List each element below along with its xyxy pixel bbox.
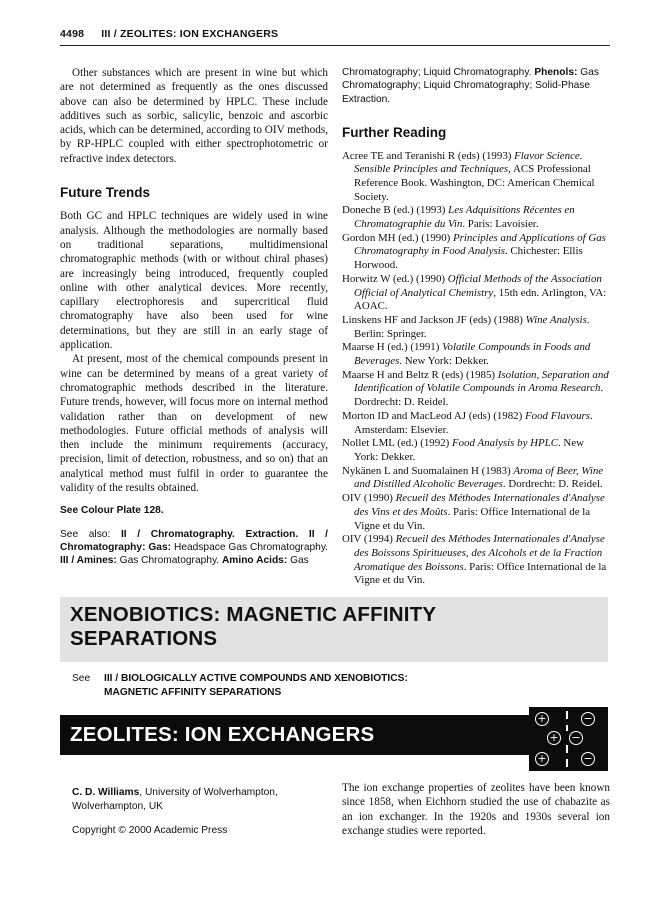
further-reading-heading: Further Reading	[342, 125, 447, 141]
reference-item: Morton ID and MacLeod AJ (eds) (1982) Food Flavours. Amsterdam: Elsevier.	[342, 409, 593, 436]
see-also-text: Gas Chromatography.	[119, 555, 220, 567]
reference-item: Maarse H (ed.) (1991) Volatile Compounds in Foods and Beverages. New York: Dekker.	[342, 341, 591, 368]
minus-ion-icon: −	[569, 731, 583, 745]
reference-item: OIV (1990) Recueil des Méthodes Internationales d'Analyse des Vins et des Moûts. Paris: Office International de la Vigne et du Vin.	[342, 492, 605, 532]
left-column	[60, 66, 328, 568]
reference-item: Nollet LML (ed.) (1992) Food Analysis by HPLC. New York: Dekker.	[342, 437, 584, 463]
see-also-link[interactable]: Extraction.	[245, 528, 299, 540]
see-also-label: See also:	[60, 528, 111, 540]
author-affiliation: , University of Wolverhampton, Wolverhampton, UK	[72, 787, 278, 812]
intro-paragraph: Other substances which are present in wine but which are not determined as frequently as the ones discussed above can also be determined by HPLC. These include additives such as sorbic, salicylic, benzoic and ascorbic acids, which can be determined, according to OIV methods, by RP-HPLC coupled with either spectrophotometric or refractive index detectors.	[60, 67, 328, 165]
reference-item: Horwitz W (ed.) (1990) Official Methods of the Association Official of Analytical Chemistry, 15th edn. Arlington, VA: AOAC.	[342, 272, 607, 313]
page-number: 4498	[60, 28, 85, 40]
reference-item: OIV (1994) Recueil des Méthodes Internationales d'Analyse des Boissons Spiritueuses, des Alcohols et de la Fraction Aromatique des Boissons. Paris: Office International de la Vigne et du Vin.	[342, 533, 607, 587]
see-also-link[interactable]: II / Chromatography: Gas:	[60, 528, 328, 554]
running-header	[60, 28, 278, 40]
see-also-text: Gas Chromatography; Liquid Chromatography; Solid-Phase Extraction.	[342, 67, 599, 105]
header-rule	[60, 45, 610, 46]
reference-item: Nykänen L and Suomalainen H (1983) Aroma of Beer, Wine and Distilled Alcoholic Beverages. Dordrecht: D. Reidel.	[342, 464, 604, 491]
see-label: See	[72, 673, 91, 684]
see-also-link[interactable]: Amino Acids:	[221, 555, 288, 567]
reference-list	[342, 150, 610, 589]
reference-item: Linskens HF and Jackson JF (eds) (1988) Wine Analysis. Berlin: Springer.	[342, 313, 590, 340]
zeolites-intro-paragraph: The ion exchange properties of zeolites have been known since 1858, when Eichhorn studied the use of chabazite as an ion exchanger. In the 1920s and 1930s several ion exchange studies were reported.	[342, 782, 610, 837]
xenobiotics-title: XENOBIOTICS: MAGNETIC AFFINITY SEPARATIONS	[70, 603, 437, 650]
plus-ion-icon: +	[547, 731, 561, 745]
future-trends-paragraph-1: Both GC and HPLC techniques are widely used in wine analysis. Although the methodologies are normally based on traditional separations, multidimensional chromatographic methods (with or without chiral phases) are increasingly being introduced, frequently coupled online with other analytical devices. More recently, capillary electrophoresis and supercritical fluid chromatography have also been used for wine determinations, but they are still in an early stage of application.	[60, 210, 328, 352]
see-also-link[interactable]: II / Chromatography.	[120, 528, 235, 540]
reference-item: Doneche B (ed.) (1993) Les Adquisitions Récentes en Chromatographie du Vin. Paris: Lavoisier.	[342, 204, 575, 231]
running-title: III / ZEOLITES: ION EXCHANGERS	[101, 28, 279, 40]
see-also-block	[60, 528, 328, 568]
future-trends-heading: Future Trends	[60, 185, 151, 201]
plus-ion-icon: +	[535, 752, 549, 766]
author-block	[72, 786, 312, 813]
ion-exchange-emblem	[529, 707, 608, 771]
zeolites-title: ZEOLITES: ION EXCHANGERS	[70, 723, 375, 746]
see-also-text: Headspace Gas Chromatography.	[173, 542, 328, 554]
divider-dash	[566, 711, 568, 719]
see-also-text: Chromatography; Liquid Chromatography.	[342, 67, 532, 78]
minus-ion-icon: −	[581, 712, 595, 726]
divider-dash	[566, 759, 568, 767]
see-also-text: Gas	[290, 555, 309, 567]
divider-dash	[566, 725, 568, 731]
xenobiotics-title-band	[60, 597, 608, 662]
reference-item: Acree TE and Teranishi R (eds) (1993) Flavor Science. Sensible Principles and Techniques, ACS Professional Reference Book. Washington, DC: American Chemical Society.	[342, 149, 595, 203]
reference-item: Maarse H and Beltz R (eds) (1985) Isolation, Separation and Identification of Volatile Compounds in Aroma Research. Dordrecht: D. Reidel.	[342, 368, 609, 409]
divider-dash	[566, 745, 568, 753]
reference-item: Gordon MH (ed.) (1990) Principles and Applications of Gas Chromatography in Food Analysis. Chichester: Ellis Horwood.	[342, 231, 606, 272]
future-trends-paragraph-2: At present, most of the chemical compounds present in wine can be determined by means of a great variety of chromatographic methods described in the literature. Future trends, however, will focus more on internal method validation rather than on development of new methodologies. Future official methods of analysis will then include the minimum requirements (accuracy, precision, limit of detection, robustness, and so on) that an analytical method must fulfil in order to guarantee the validity of the results obtained.	[60, 353, 328, 495]
plus-ion-icon: +	[535, 712, 549, 726]
cross-reference-link[interactable]: III / BIOLOGICALLY ACTIVE COMPOUNDS AND XENOBIOTICS: MAGNETIC AFFINITY SEPARATIONS	[104, 673, 408, 698]
see-also-link[interactable]: III / Amines:	[60, 555, 117, 567]
right-column	[342, 66, 610, 588]
zeolites-title-band	[60, 715, 529, 755]
see-also-continued	[342, 66, 610, 106]
author-name: C. D. Williams	[72, 787, 140, 798]
colour-plate-note: See Colour Plate 128.	[60, 505, 164, 517]
see-also-link[interactable]: Phenols:	[534, 67, 578, 78]
copyright-line: Copyright © 2000 Academic Press	[72, 825, 228, 836]
minus-ion-icon: −	[581, 752, 595, 766]
